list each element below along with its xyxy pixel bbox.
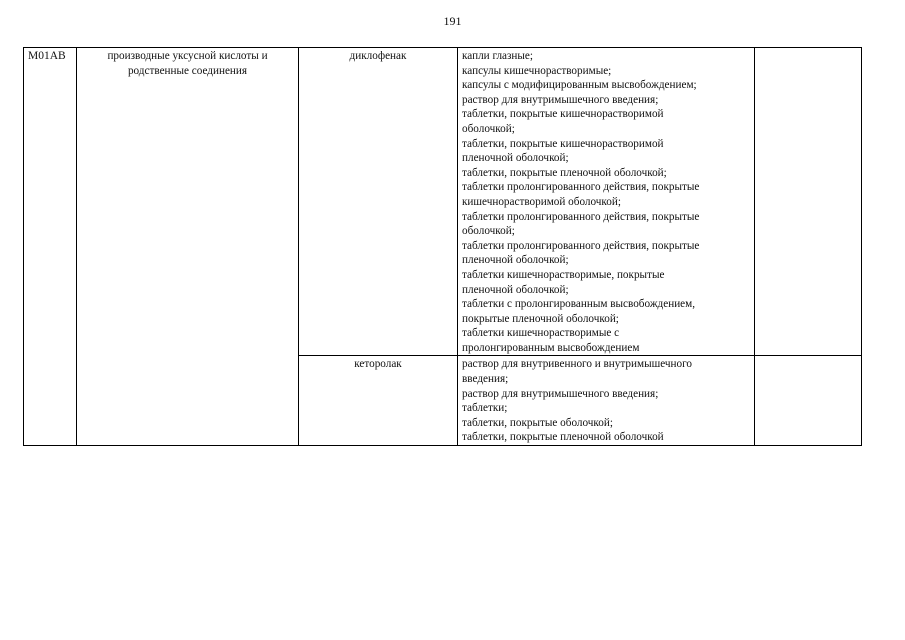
dosage-form-line: таблетки пролонгированного действия, покрытые bbox=[462, 210, 700, 223]
dosage-form-line: введения; bbox=[462, 373, 509, 386]
atc-code: M01AB bbox=[28, 50, 66, 62]
dosage-form-line: капли глазные; bbox=[462, 50, 534, 62]
dosage-form-line: таблетки, покрытые оболочкой; bbox=[462, 416, 613, 429]
dosage-forms-cell bbox=[458, 356, 755, 446]
empty-cell bbox=[755, 356, 862, 446]
dosage-form-line: кишечнорастворимой оболочкой; bbox=[462, 195, 621, 208]
dosage-form-line: пленочной оболочкой; bbox=[462, 283, 569, 296]
group-name-line: производные уксусной кислоты и bbox=[107, 50, 268, 62]
dosage-form-line: оболочкой; bbox=[462, 122, 515, 135]
dosage-form-line: таблетки пролонгированного действия, покрытые bbox=[462, 181, 700, 194]
group-name-line: родственные соединения bbox=[127, 64, 248, 77]
dosage-form-line: пленочной оболочкой; bbox=[462, 152, 569, 165]
drug-table bbox=[23, 47, 862, 446]
page-number: 191 bbox=[443, 14, 462, 28]
dosage-form-line: капсулы с модифицированным высвобождением; bbox=[462, 79, 697, 92]
drug-name-cell bbox=[299, 48, 458, 356]
dosage-form-line: таблетки с пролонгированным высвобождением, bbox=[462, 298, 696, 311]
atc-code-cell bbox=[24, 48, 77, 446]
dosage-form-line: таблетки пролонгированного действия, покрытые bbox=[462, 239, 700, 252]
drug-name: кеторолак bbox=[354, 358, 402, 371]
drug-name: диклофенак bbox=[349, 50, 407, 62]
dosage-form-line: пролонгированным высвобождением bbox=[462, 341, 640, 354]
dosage-form-line: таблетки кишечнорастворимые, покрытые bbox=[462, 268, 665, 281]
dosage-form-line: таблетки; bbox=[462, 402, 508, 415]
dosage-form-line: капсулы кишечнорастворимые; bbox=[462, 64, 612, 77]
dosage-forms-cell bbox=[458, 48, 755, 356]
dosage-form-line: раствор для внутривенного и внутримышечного bbox=[462, 358, 693, 371]
drug-name-cell bbox=[299, 356, 458, 446]
dosage-form-line: пленочной оболочкой; bbox=[462, 254, 569, 267]
table-row bbox=[24, 48, 862, 356]
dosage-form-line: таблетки, покрытые пленочной оболочкой; bbox=[462, 166, 667, 179]
dosage-form-line: таблетки кишечнорастворимые с bbox=[462, 327, 620, 340]
empty-cell bbox=[755, 48, 862, 356]
dosage-form-line: таблетки, покрытые кишечнорастворимой bbox=[462, 108, 664, 121]
dosage-form-line: покрытые пленочной оболочкой; bbox=[462, 312, 619, 325]
dosage-form-line: оболочкой; bbox=[462, 225, 515, 238]
dosage-form-line: таблетки, покрытые кишечнорастворимой bbox=[462, 137, 664, 150]
group-name-cell bbox=[77, 48, 299, 446]
dosage-form-line: таблетки, покрытые пленочной оболочкой bbox=[462, 431, 664, 444]
dosage-form-line: раствор для внутримышечного введения; bbox=[462, 93, 659, 106]
dosage-form-line: раствор для внутримышечного введения; bbox=[462, 387, 659, 400]
